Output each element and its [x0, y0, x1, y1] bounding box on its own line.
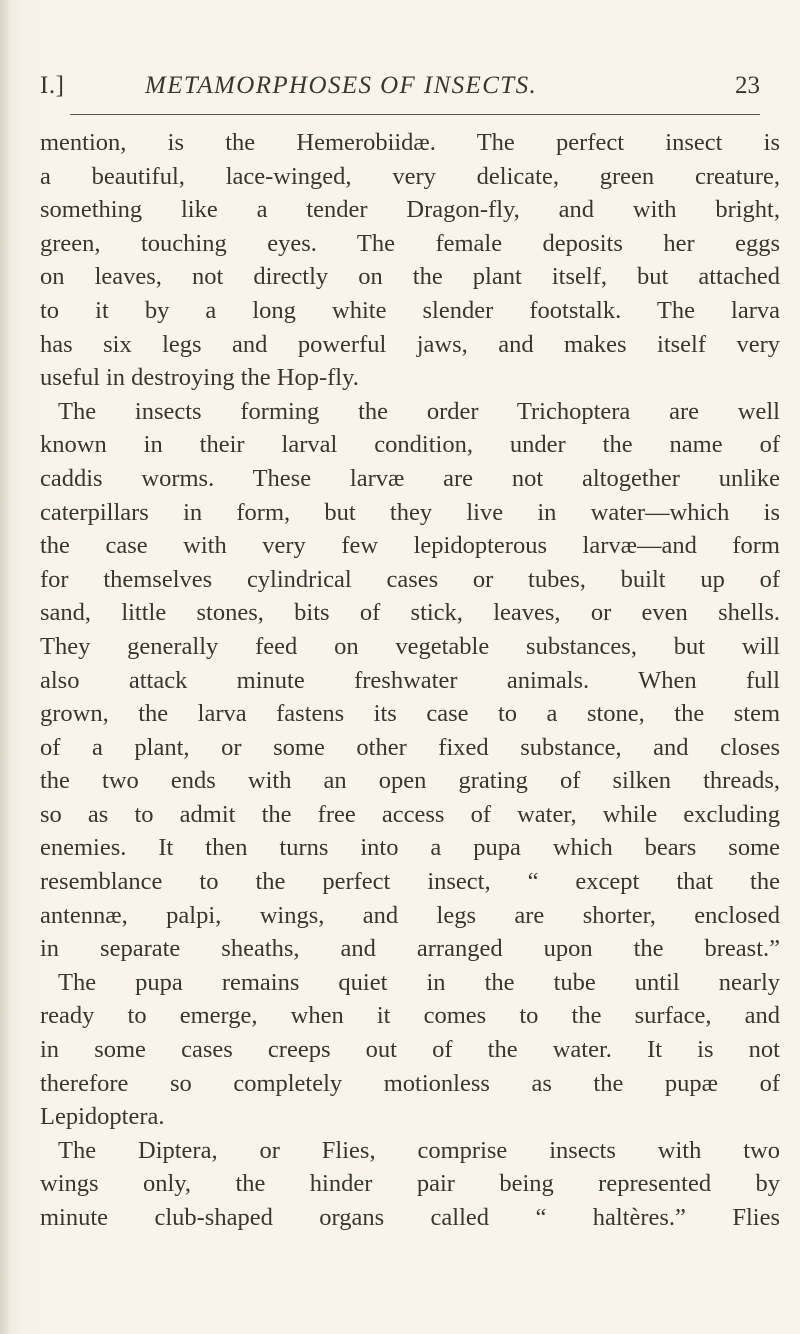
text-line: The insects forming the order Trichoptera are well	[58, 397, 780, 425]
text-line: in separate sheaths, and arranged upon the breast.”	[40, 935, 780, 963]
text-line: minute club-shaped organs called “ haltères.” Flies	[40, 1204, 780, 1231]
running-header	[40, 72, 780, 112]
text-line: The Diptera, or Flies, comprise insects with two	[58, 1136, 780, 1164]
running-title: METAMORPHOSES OF INSECTS.	[145, 72, 538, 99]
text-line: the case with very few lepidopterous larvæ—and form	[40, 532, 780, 560]
text-line: They generally feed on vegetable substances, but will	[40, 632, 780, 660]
text-line: grown, the larva fastens its case to a stone, the stem	[40, 700, 780, 728]
text-line: on leaves, not directly on the plant itself, but attached	[40, 263, 780, 291]
text-line: Lepidoptera.	[40, 1103, 165, 1131]
text-line: for themselves cylindrical cases or tubes, built up of	[40, 565, 780, 593]
text-line: a beautiful, lace-winged, very delicate, green creature,	[40, 162, 780, 190]
text-line: enemies. It then turns into a pupa which bears some	[40, 834, 780, 862]
text-line: of a plant, or some other fixed substance, and closes	[40, 733, 780, 761]
header-rule	[70, 114, 760, 115]
chapter-number: I.]	[40, 72, 65, 99]
text-line: to it by a long white slender footstalk. The larva	[40, 296, 780, 324]
text-line: the two ends with an open grating of silken threads,	[40, 767, 780, 795]
text-line: green, touching eyes. The female deposits her eggs	[40, 229, 780, 257]
page-gutter-shadow	[0, 0, 10, 1334]
text-line: sand, little stones, bits of stick, leaves, or even shells.	[40, 599, 780, 627]
text-line: has six legs and powerful jaws, and makes itself very	[40, 330, 780, 358]
text-line: therefore so completely motionless as the pupæ of	[40, 1069, 780, 1097]
text-line: caddis worms. These larvæ are not altogether unlike	[40, 464, 780, 492]
text-line: The pupa remains quiet in the tube until nearly	[58, 968, 780, 996]
text-line: caterpillars in form, but they live in water—which is	[40, 498, 780, 526]
text-line: something like a tender Dragon-fly, and with bright,	[40, 196, 780, 224]
text-line: in some cases creeps out of the water. It is not	[40, 1036, 780, 1064]
text-line: ready to emerge, when it comes to the surface, and	[40, 1002, 780, 1030]
text-line: so as to admit the free access of water, while excluding	[40, 800, 780, 828]
text-line: also attack minute freshwater animals. When full	[40, 666, 780, 694]
text-line: mention, is the Hemerobiidæ. The perfect insect is	[40, 129, 780, 156]
text-line: known in their larval condition, under the name of	[40, 431, 780, 459]
text-line: wings only, the hinder pair being represented by	[40, 1170, 780, 1198]
text-line: useful in destroying the Hop-fly.	[40, 364, 359, 392]
page-number: 23	[735, 72, 760, 99]
text-line: antennæ, palpi, wings, and legs are shorter, enclosed	[40, 901, 780, 929]
text-line: resemblance to the perfect insect, “ except that the	[40, 868, 780, 896]
body-text	[40, 126, 780, 1235]
